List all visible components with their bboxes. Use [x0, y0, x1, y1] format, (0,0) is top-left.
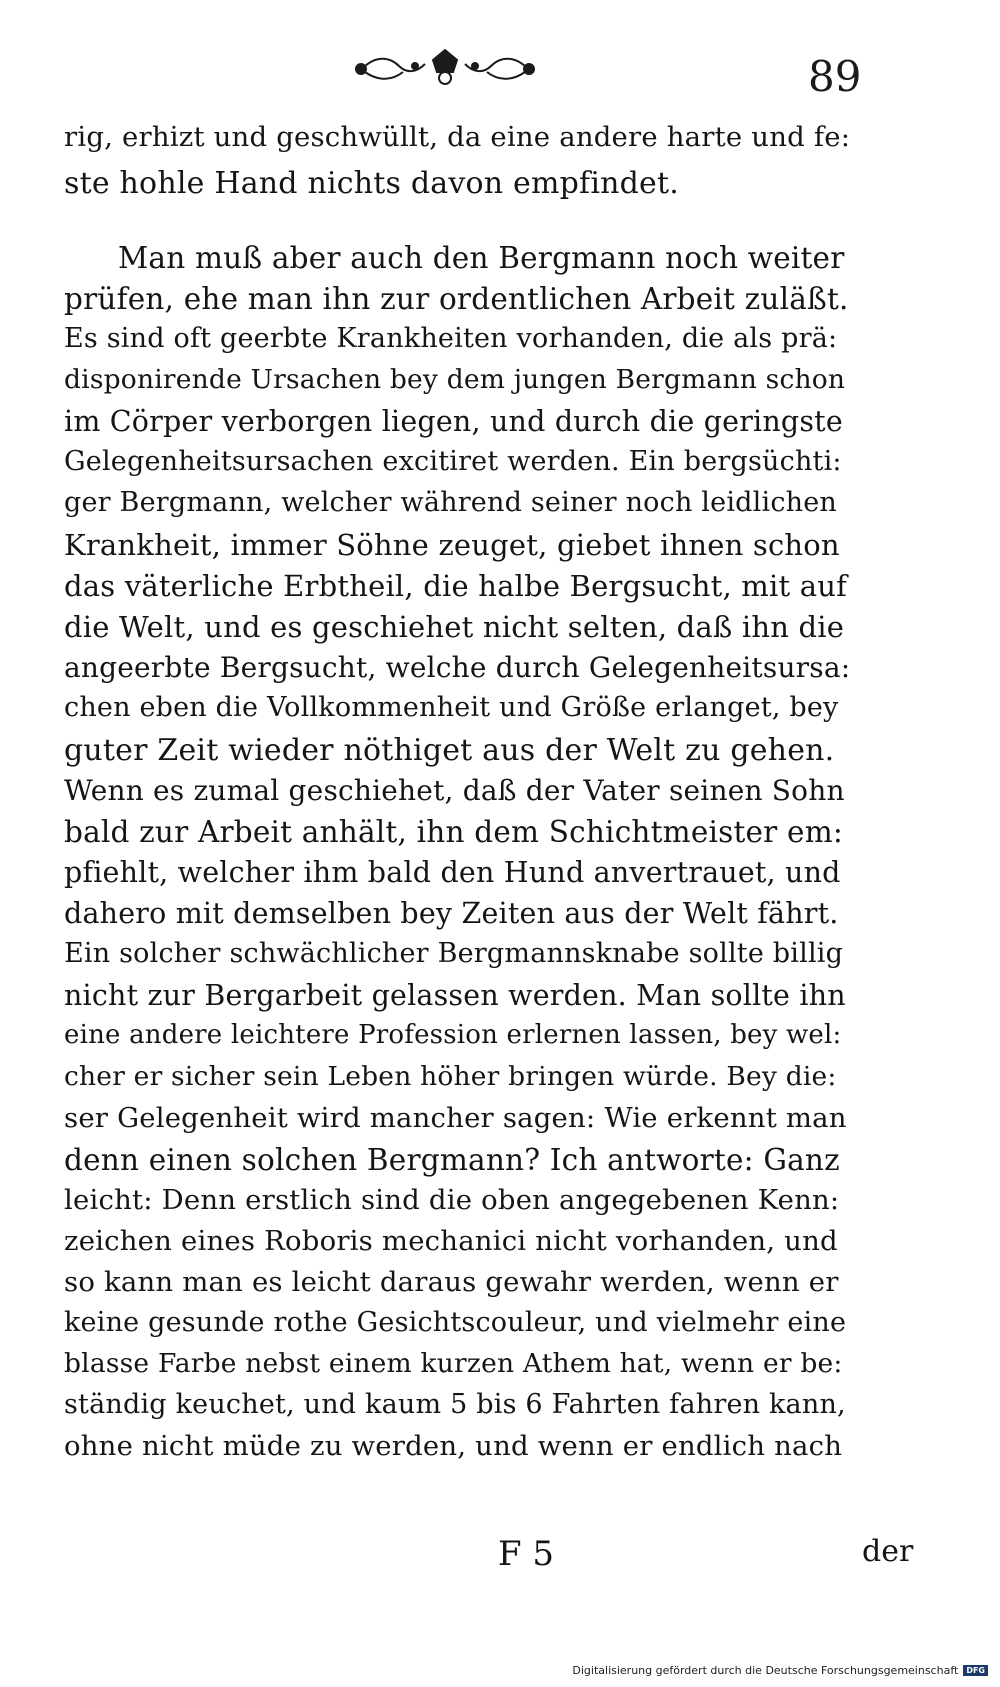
signature-mark: F 5: [498, 1534, 555, 1574]
text-line: ste hohle Hand nichts davon empfindet.: [64, 166, 679, 201]
text-line: dahero mit demselben bey Zeiten aus der Welt fährt.: [64, 897, 839, 930]
text-line: denn einen solchen Bergmann? Ich antworte: Ganz: [64, 1143, 840, 1177]
text-line: eine andere leichtere Profession erlernen lassen, bey wel:: [64, 1020, 842, 1050]
text-line: Wenn es zumal geschiehet, daß der Vater seinen Sohn: [64, 774, 845, 807]
text-line: guter Zeit wieder nöthiget aus der Welt zu gehen.: [64, 733, 835, 768]
text-line: chen eben die Vollkommenheit und Größe erlanget, bey: [64, 692, 839, 723]
text-line: blasse Farbe nebst einem kurzen Athem hat, wenn er be:: [64, 1348, 843, 1379]
text-line: im Cörper verborgen liegen, und durch die geringste: [64, 405, 843, 438]
text-line: Es sind oft geerbte Krankheiten vorhanden, die als prä:: [64, 323, 838, 354]
text-line: Krankheit, immer Söhne zeuget, giebet ihnen schon: [64, 528, 840, 562]
text-line: leicht: Denn erstlich sind die oben angegebenen Kenn:: [64, 1184, 840, 1216]
text-line: ständig keuchet, und kaum 5 bis 6 Fahrten fahren kann,: [64, 1389, 846, 1420]
text-line: keine gesunde rothe Gesichtscouleur, und vielmehr eine: [64, 1307, 847, 1338]
text-line: rig, erhizt und geschwüllt, da eine andere harte und fe:: [64, 121, 851, 153]
page-number: 89: [808, 52, 862, 101]
text-line: disponirende Ursachen bey dem jungen Bergmann schon: [64, 364, 846, 395]
text-line: cher er sicher sein Leben höher bringen würde. Bey die:: [64, 1061, 837, 1092]
credit-text: Digitalisierung gefördert durch die Deutsche Forschungsgemeinschaft: [572, 1664, 959, 1677]
text-line: das väterliche Erbtheil, die halbe Bergsucht, mit auf: [64, 569, 848, 603]
text-line: die Welt, und es geschiehet nicht selten, daß ihn die: [64, 610, 845, 644]
dfg-logo: DFG: [963, 1665, 988, 1676]
text-line: bald zur Arbeit anhält, ihn dem Schichtmeister em:: [64, 815, 844, 849]
text-line: zeichen eines Roboris mechanici nicht vorhanden, und: [64, 1225, 838, 1257]
catchword: der: [862, 1534, 914, 1569]
text-line: ser Gelegenheit wird mancher sagen: Wie erkennt man: [64, 1102, 847, 1134]
text-line: ohne nicht müde zu werden, und wenn er endlich nach: [64, 1430, 843, 1462]
text-line: Ein solcher schwächlicher Bergmannsknabe sollte billig: [64, 938, 844, 969]
text-line: nicht zur Bergarbeit gelassen werden. Man sollte ihn: [64, 979, 846, 1012]
text-line: prüfen, ehe man ihn zur ordentlichen Arbeit zuläßt.: [64, 282, 849, 316]
text-line: Man muß aber auch den Bergmann noch weiter: [118, 241, 845, 275]
text-line: Gelegenheitsursachen excitiret werden. Ein bergsüchti:: [64, 446, 842, 477]
text-line: angeerbte Bergsucht, welche durch Gelegenheitsursa:: [64, 651, 851, 684]
text-line: so kann man es leicht daraus gewahr werden, wenn er: [64, 1266, 839, 1298]
text-line: ger Bergmann, welcher während seiner noch leidlichen: [64, 487, 837, 518]
headpiece-ornament: [355, 42, 535, 92]
digitization-credit: [572, 1664, 988, 1677]
text-line: pfiehlt, welcher ihm bald den Hund anvertrauet, und: [64, 856, 841, 889]
